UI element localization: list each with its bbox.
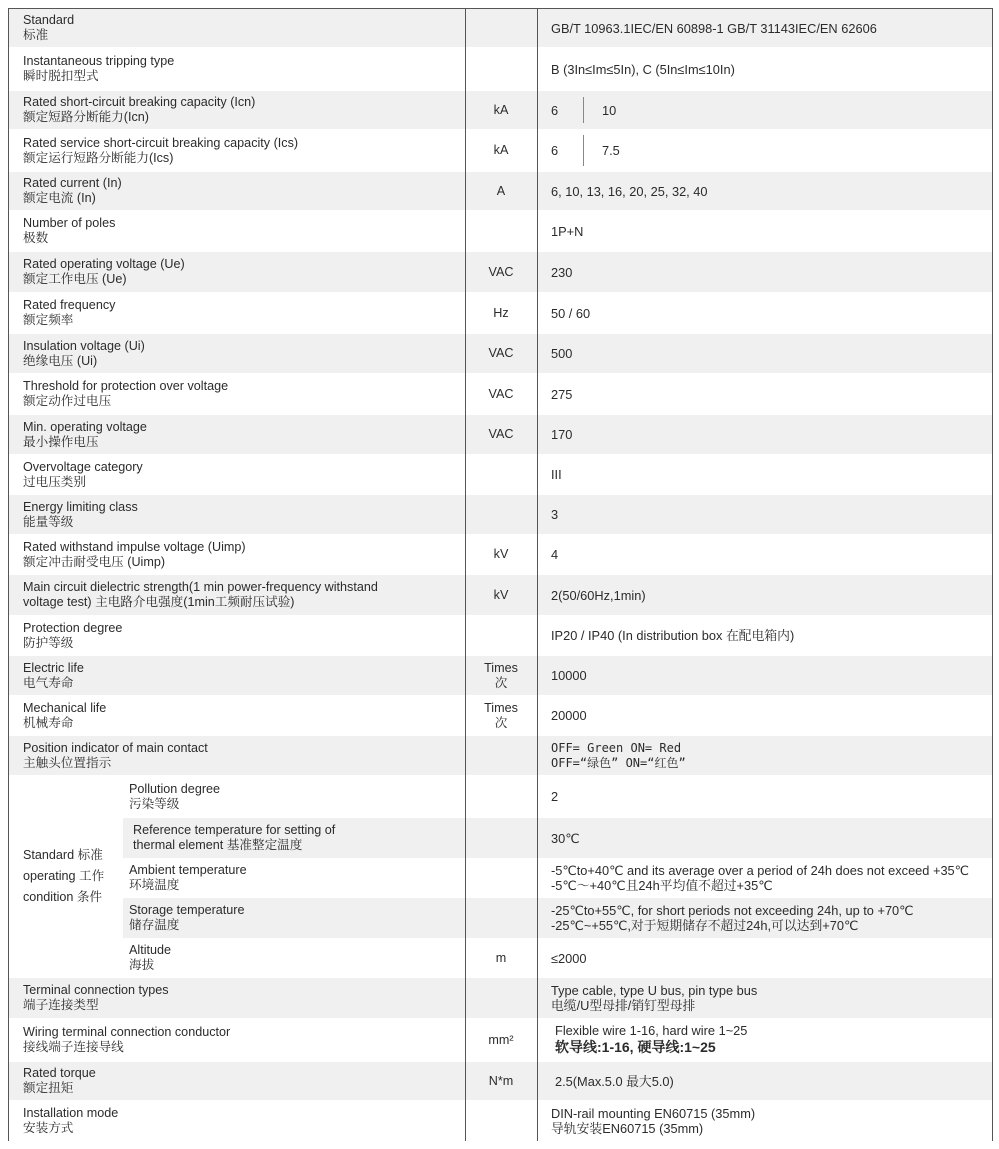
param-unit-zh: 次	[494, 675, 508, 690]
param-en: Standard	[23, 13, 75, 27]
table-row	[9, 1018, 992, 1062]
param-en: Storage temperature	[129, 903, 245, 917]
param-unit: Times	[484, 700, 518, 715]
param-en: Pollution degree	[129, 781, 221, 796]
param-unit: kV	[493, 547, 509, 561]
param-value-zh: 软导线:1-16, 硬导线:1~25	[555, 1039, 716, 1055]
param-en: Threshold for protection over voltage	[23, 379, 229, 393]
table-row	[9, 9, 992, 47]
param-value: 170	[551, 427, 573, 442]
param-en: Mechanical life	[23, 700, 107, 715]
table-row	[9, 495, 992, 534]
param-en: Rated withstand impulse voltage (Uimp)	[23, 539, 246, 554]
param-zh: 接线端子连接导线	[23, 1040, 124, 1054]
table-row	[9, 373, 992, 415]
param-unit: m	[495, 950, 507, 965]
param-en: Energy limiting class	[23, 499, 138, 514]
param-value-b: 10	[602, 102, 617, 118]
param-zh: 瞬时脱扣型式	[23, 69, 99, 83]
param-zh: 过电压类别	[23, 474, 86, 489]
param-en: Terminal connection types	[23, 983, 169, 997]
param-en: Altitude	[129, 943, 172, 957]
param-value: IP20 / IP40 (In distribution box 在配电箱内)	[551, 628, 795, 643]
table-row	[9, 1100, 992, 1142]
param-value: 30℃	[551, 830, 580, 846]
param-en: Installation mode	[23, 1106, 119, 1120]
param-zh: 额定扭矩	[23, 1081, 74, 1095]
param-value: DIN-rail mounting EN60715 (35mm)	[551, 1106, 756, 1121]
table-row	[9, 938, 992, 978]
param-unit: VAC	[488, 386, 514, 401]
table-row	[123, 898, 992, 938]
param-zh: 海拔	[129, 958, 155, 972]
table-row	[9, 292, 992, 334]
param-zh: 额定工作电压 (Ue)	[23, 272, 127, 286]
param-en: Instantaneous tripping type	[23, 54, 175, 68]
param-value-zh: 导轨安装EN60715 (35mm)	[551, 1121, 704, 1136]
param-value: 230	[551, 264, 573, 280]
param-unit: VAC	[488, 427, 514, 441]
param-zh: 绝缘电压 (Ui)	[23, 353, 98, 368]
param-en: Rated current (In)	[23, 176, 122, 190]
param-value-a: 6	[551, 143, 559, 158]
param-unit: Hz	[493, 305, 509, 320]
param-unit: VAC	[488, 264, 514, 279]
table-row	[9, 172, 992, 210]
param-en: Wiring terminal connection conductor	[23, 1025, 231, 1039]
param-zh: 额定动作过电压	[23, 394, 112, 408]
condition-label-line: condition 条件	[23, 890, 103, 904]
param-value: 2	[551, 789, 559, 804]
param-value: B (3In≤Im≤5In), C (5In≤Im≤10In)	[551, 61, 735, 77]
table-row	[9, 334, 992, 373]
condition-label-line: Standard 标准	[23, 848, 103, 862]
param-unit: kA	[493, 143, 509, 157]
param-unit: mm²	[488, 1032, 514, 1047]
param-zh: 额定冲击耐受电压 (Uimp)	[23, 554, 166, 569]
param-zh: 额定短路分断能力(Icn)	[23, 110, 149, 124]
table-row	[9, 858, 992, 898]
param-unit: kV	[493, 587, 509, 602]
param-unit: N*m	[488, 1073, 514, 1088]
param-en: Reference temperature for setting of	[133, 823, 336, 837]
table-row	[9, 656, 992, 695]
table-row	[123, 818, 992, 858]
param-zh: 能量等级	[23, 514, 74, 529]
param-value: 4	[551, 547, 559, 562]
param-value: OFF= Green ON= Red	[551, 740, 682, 755]
param-en: Main circuit dielectric strength(1 min power-frequency withstand	[23, 580, 378, 594]
table-row	[9, 534, 992, 575]
table-row	[9, 252, 992, 292]
table-row	[9, 91, 992, 129]
param-zh: 额定运行短路分断能力(Ics)	[23, 150, 174, 165]
param-value: 3	[551, 507, 559, 522]
table-row	[9, 575, 992, 615]
param-value: 2(50/60Hz,1min)	[551, 587, 646, 603]
param-value-a: 6	[551, 102, 559, 118]
spec-table	[8, 8, 993, 1141]
condition-label-line: operating 工作	[23, 869, 105, 883]
param-value: 20000	[551, 708, 587, 723]
param-en: Insulation voltage (Ui)	[23, 338, 145, 353]
param-value-zh: OFF=“绿色” ON=“红色”	[551, 755, 686, 770]
table-row	[9, 210, 992, 252]
param-zh: voltage test) 主电路介电强度(1min工频耐压试验)	[23, 595, 295, 609]
table-row	[9, 415, 992, 454]
param-zh: 安装方式	[23, 1121, 74, 1135]
param-zh: 环境温度	[129, 878, 180, 892]
column-divider	[465, 9, 466, 1141]
param-en: Protection degree	[23, 620, 123, 635]
param-en: Position indicator of main contact	[23, 740, 208, 755]
param-unit: A	[496, 183, 506, 198]
param-value: 275	[551, 386, 573, 402]
param-value: Flexible wire 1-16, hard wire 1~25	[555, 1023, 748, 1038]
param-value: ≤2000	[551, 950, 587, 966]
param-value: -5℃to+40℃ and its average over a period of 24h does not exceed +35℃	[551, 863, 970, 878]
param-en: Min. operating voltage	[23, 419, 147, 434]
param-zh: thermal element 基准整定温度	[133, 838, 303, 852]
param-en: Ambient temperature	[129, 863, 247, 877]
param-value-zh: -5℃～+40℃且24h平均值不超过+35℃	[551, 878, 773, 893]
table-row	[9, 978, 992, 1018]
param-zh: 电气寿命	[23, 675, 74, 690]
param-value: 50 / 60	[551, 305, 591, 321]
param-zh: 机械寿命	[23, 715, 74, 730]
table-row	[9, 129, 992, 172]
param-value: 2.5(Max.5.0 最大5.0)	[555, 1073, 674, 1089]
param-zh: 主触头位置指示	[23, 755, 112, 770]
param-unit: Times	[484, 660, 518, 675]
table-row	[9, 454, 992, 495]
param-value: 1P+N	[551, 223, 584, 239]
param-en: Rated torque	[23, 1066, 96, 1080]
param-en: Electric life	[23, 660, 84, 675]
param-value: III	[551, 467, 562, 482]
param-en: Overvoltage category	[23, 459, 143, 474]
table-row	[9, 736, 992, 775]
param-zh: 标准	[23, 28, 49, 42]
param-value-zh: 电缆/U型母排/销钉型母排	[551, 998, 696, 1013]
param-zh: 污染等级	[129, 796, 180, 811]
param-value: 10000	[551, 668, 587, 683]
table-row	[9, 615, 992, 656]
param-en: Rated frequency	[23, 298, 116, 312]
param-unit: VAC	[488, 346, 514, 360]
param-unit-zh: 次	[494, 715, 508, 730]
table-row	[9, 47, 992, 91]
param-en: Number of poles	[23, 216, 116, 230]
param-en: Rated short-circuit breaking capacity (Icn)	[23, 95, 256, 109]
param-value: -25℃to+55℃, for short periods not exceeding 24h, up to +70℃	[551, 903, 914, 918]
param-value: 500	[551, 346, 573, 361]
param-unit: kA	[493, 102, 509, 117]
param-value-b: 7.5	[602, 143, 620, 158]
param-zh: 最小操作电压	[23, 434, 99, 449]
param-zh: 额定频率	[23, 313, 74, 327]
table-row	[9, 1062, 992, 1100]
condition-group-label	[23, 775, 133, 978]
param-zh: 端子连接类型	[23, 998, 99, 1012]
param-value-zh: -25℃~+55℃,对于短期储存不超过24h,可以达到+70℃	[551, 918, 859, 933]
param-value: Type cable, type U bus, pin type bus	[551, 983, 758, 998]
param-en: Rated service short-circuit breaking capacity (Ics)	[23, 135, 299, 150]
param-en: Rated operating voltage (Ue)	[23, 257, 185, 271]
param-value: 6, 10, 13, 16, 20, 25, 32, 40	[551, 183, 708, 199]
column-divider	[537, 9, 538, 1141]
param-zh: 极数	[23, 231, 49, 245]
param-zh: 额定电流 (In)	[23, 191, 96, 205]
table-row	[9, 695, 992, 736]
param-zh: 防护等级	[23, 635, 74, 650]
table-row	[9, 775, 992, 818]
param-value: GB/T 10963.1IEC/EN 60898-1 GB/T 31143IEC/EN 62606	[551, 20, 877, 36]
param-zh: 储存温度	[129, 918, 180, 932]
